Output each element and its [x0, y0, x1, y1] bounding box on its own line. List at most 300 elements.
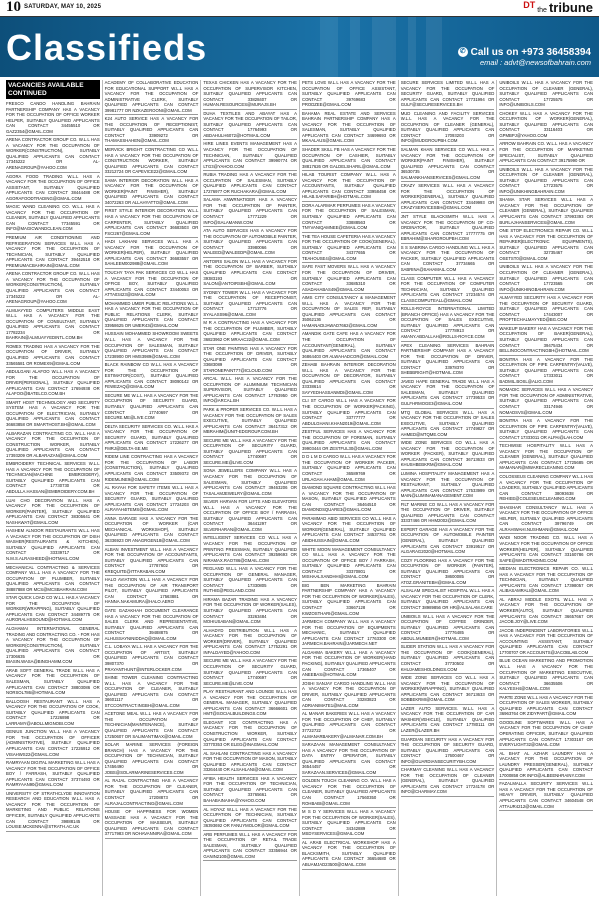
- classified-ad: AL BHAT AL AZHAR LAUNDRY HAS A VACANCY FOR THE OCCUPATION OF LAUNDRY PRESSER(GENERAL), SUITABLY QUALIFIED APPLICANTS CAN CONTACT 17000858 OR INFO@ALBEENHRAINY.COM: [499, 750, 594, 778]
- classified-ad: RUBIA TRADING HAS A VACANCY FOR THE OCCUPATION OF SALESMAN, SUITABLY QUALIFIED APPLICANTS CAN CONTACT 17276977 OR RUCHAKARA@GMAIL.COM: [203, 172, 298, 194]
- classified-ad: BAHAMA REAL ESTATE AND SERVICES BAHRAIN PARTNERSHIP COMPANY HAS A VACANCY FOR THE OCCUPATION OF SALESMAN, SUITABLY QUALIFIED APPLICANTS CAN CONTACT 34699693 OR MKAALAUS@GMAIL.COM: [302, 110, 396, 144]
- classified-ad: BONITRA HAS A VACANCY FOR THE OCCUPATION OF PIPE CARPENTRY(VALVE), SUITABLY QUALIFIED APPLICANTS CAN CONTACT 17333011 OR BADMIL.BOSL@ALIG.COM: [499, 356, 594, 384]
- classified-ad: BLUE OCEAN MARKETING AND PROMOTION W.L.L HAS A VACANCY FOR THE OCCUPATION OF MARKETING EXECUTIVE, SUITABLY QUALIFIED APPLICANTS CAN CONTACT 36635506 OR KALYESH4@GMAIL.COM: [499, 658, 594, 692]
- classified-ad: HILAB TOURIST COMPANY W.L.L HAS A VACANCY FOR THE OCCUPATION OF ACCOUNTANTS, SUITABLY QUALIFIED APPLICANTS CAN CONTACT 33958458 OR HILAB.SAFARIBH@HOTMAIL.COM: [302, 172, 396, 200]
- ad-divider: [499, 595, 593, 596]
- ad-divider: [302, 170, 396, 171]
- banner-phone: Call us on +973 36458394: [470, 47, 591, 58]
- ad-divider: [203, 109, 297, 110]
- ad-divider: [105, 709, 199, 710]
- classified-ad: ANNA GARAGE HAS A VACANCY FOR THE OCCUPATION OF WORKER (CAR MECHANICAL WORKSHOP), SUITABLY QUALIFIED APPLICANTS CAN CONTACT 36336923 OR ANAGRGEN18@GMAIL.COM: [104, 515, 199, 544]
- ad-divider: [401, 377, 495, 378]
- classified-ad: GATE GAZAKHAH DOCUMENT CLEARANCE HAS A VACANCY FOR THE OCCUPATION OF SALES CLERK AND REPRESENTATIVE, SUITABLY QUALIFIED APPLICANTS CAN CONTACT 39488875 OR ALHUSSAYNINIDDAQ@GMAIL.COM: [104, 608, 199, 641]
- ad-divider: [401, 109, 495, 110]
- ad-divider: [401, 469, 495, 470]
- ad-divider: [401, 642, 495, 643]
- column-3: [201, 80, 300, 896]
- classified-ad: WIDE ZONE SERVICES CO W.L.L HAS A VACANCY FOR THE OCCUPATION OF WORKER (PACKER), SUITABLY QUALIFIED APPLICANTS CAN CONTACT 36713633 OR KHUSHBEBKRM@GMAIL.COM: [400, 440, 495, 468]
- classified-ad: HUSSAIN MOHAMMED SHOWROOM SWEETS W.L.L HAS A VACANCY FOR THE OCCUPATION OF SALESMAN, SUITABLY QUALIFIED APPLICANTS CAN CONTACT 17238900 OR HMS3989@GMAIL.COM: [104, 331, 199, 359]
- classified-ad: HOUSE OF HAPPINESS FOR WOMEN MASSAGE HAS A VACANCY FOR THE OCCUPATION OF MASSEUR, SUITABLY QUALIFIED APPLICANTS CAN CONTACT 37717983 OR NOHAVANNIRA@GMAIL.COM: [104, 809, 199, 837]
- classified-ad: APEX CLEANING SERVICES BAHRAIN PARTNERSHIP COMPANY HAS A VACANCY FOR THE OCCUPATION OF DRIVER, SUITABLY QUALIFIED APPLICANTS CAN CONTACT 33978370 OR SHEBBRIGHT@HOTMAIL.COM: [400, 342, 495, 376]
- classified-ad: ALGHAMAI INTERNATIONAL GENERAL TRADING AND CONTRACTING CO. - FOR HAS A VACANCY FOR THE OCCUPATION OF WORKER(CONSTRUCTION), SUITABLY QUALIFIED APPLICANTS CAN CONTACT 17306635 OR BIASIN.WASA@BINGHAMM.COM: [6, 626, 100, 665]
- ad-divider: [105, 514, 199, 515]
- classified-ad: ARENA CONTRACTOR GROUP CO. W.L.L HAS A VACANCY FOR THE OCCUPATION OF WORKER(CONSTRUCTION), SUITABLY QUALIFIED APPLICANTS CAN CONTACT 17345222 OR AL-ARENAGROUP@YAHOO.COM: [6, 137, 100, 171]
- logo-text: tribune: [548, 0, 593, 15]
- ad-divider: [499, 262, 593, 263]
- ad-divider: [203, 830, 297, 831]
- ad-divider: [203, 139, 297, 140]
- ad-divider: [6, 459, 100, 460]
- ad-divider: [6, 624, 100, 625]
- ad-divider: [203, 687, 297, 688]
- ad-divider: [6, 496, 100, 497]
- classified-ad: PLAY RESTAURANT AND LOUNGE W.L.L HAS A VACANCY FOR THE OCCUPATION OF GENERAL MANAGER, SUITABLY QUALIFIED APPLICANTS CAN CONTACT 36666601 OR HMT@SOCIALBUILDINGS.COM: [203, 689, 298, 717]
- classified-ad: ANTOIRS SALON W.L.L HAS A VACANCY FOR THE OCCUPATION OF BARBER, SUITABLY QUALIFIED APPLICANTS CAN CONTACT 39383193 OR SALON@ANTOIRSBH@GMAIL.COM: [203, 258, 298, 287]
- classified-ad: ARROW BAHRAIN CO. W.L.L HAS A VACANCY FOR THE OCCUPATION OF MARKETING SPECIALIST, SUITABLY QUALIFIED APPLICANTS CAN CONTACT 39175990 OR: [499, 141, 594, 164]
- column-2: [103, 80, 202, 896]
- ad-divider: [401, 341, 495, 342]
- ad-divider: [203, 257, 297, 258]
- ad-divider: [302, 679, 396, 680]
- ad-divider: [302, 617, 396, 618]
- ad-divider: [401, 735, 495, 736]
- ad-divider: [6, 727, 100, 728]
- ad-divider: [6, 398, 100, 399]
- classified-ad: SHAMA STAR SERVICES W.L.L HAS A VACANCY FOR THE OCCUPATION OF CLEANER (GENERAL), SUITABLY QUALIFIED APPLICANTS CAN CONTACT 37993393 OR BURLAJHANSERVICES@GMAIL.COM: [499, 197, 594, 225]
- ad-divider: [401, 500, 495, 501]
- classified-ad: EMBROIDERY TECHNICAL SERVICES W.L.L HAS A VACANCY FOR THE OCCUPATION OF TECHNICIAN(MACHINE EMBROIDERY), SUITABLY QUALIFIED APPLICANTS CAN CONTACT 17730730 OR ABDULLA.HASSAN@EMBROIDERY.COM.BH: [6, 461, 100, 494]
- ad-divider: [499, 656, 593, 657]
- classified-ad: ONE STOP ELECTRONICS REPAIR CO. W.L.L HAS A VACANCY FOR THE OCCUPATION OF REPAIRER(ELECTRONIC EQUIPMENTS), SUITABLY QUALIFIED APPLICANTS CAN CONTACT 32735467 OR OSETST0@GMAIL.COM: [499, 228, 594, 261]
- classified-ad: STAR QUICK LOAD CO W.L.L HAS A VACANCY FOR THE OCCUPATION OF WORKER(WRAPPING), SUITABLY QUALIFIED APPLICANTS CAN CONTACT 34489775 OR AURORALHSSOUND@HOTMAIL.COM: [6, 595, 100, 623]
- classified-ad: DUHA TEXTILES AND ABAYAT HAS A VACANCY FOR THE OCCUPATION OF TAILOR, SUITABLY QUALIFIED APPLICANTS CAN CONTACT 17764993 OR ABDAHULH6072@HOTMAIL.COM: [203, 110, 298, 138]
- classified-ad: ALSALAM SPECIALIST HOSPITAL W.L.L HAS A VACANCY FOR THE OCCUPATION OF CLERK, SUITABLY QUALIFIED APPLICANTS CAN CONTACT 38989856 OR HR@ALSALAM.CARE: [400, 588, 495, 611]
- banner-email: email : advt@newsofbahrain.com: [480, 58, 591, 67]
- ad-divider: [499, 472, 593, 473]
- ad-divider: [401, 765, 495, 766]
- classified-ad: SAFE FAST MOVERS W.L.L HAS A VACANCY FOR THE OCCUPATION OF DRIVER, SUITABLY QUALIFIED APPLICANTS CAN CONTACT 33685310 OR ASADAHABAS49@GMAIL.COM: [302, 264, 396, 292]
- classified-ad: GOLDEN TOUCH CLEANING CO. W.L.L HAS A VACANCY FOR THE OCCUPATION OF CLEANER, SUITABLY QUALIFIED APPLICANTS CAN CONTACT 17560350 OR ROHBABI@GMAIL.COM: [302, 778, 396, 806]
- ad-divider: [499, 355, 593, 356]
- ad-divider: [6, 172, 100, 173]
- ad-divider: [401, 586, 495, 587]
- ad-divider: [105, 360, 199, 361]
- classified-ad: MUD CLEANING AND FACILITY SERVICES W.L.L HAS A VACANCY FOR THE OCCUPATION OF CLEANER (GENERAL), SUITABLY QUALIFIED APPLICANTS CAN CONTACT 17093203 OR INFO@MUDGROUPBH.COM: [400, 110, 495, 144]
- ad-divider: [203, 805, 297, 806]
- classified-ad: GUARDIAN SECURITY HAS A VACANCY FOR THE OCCUPATION OF SECURITY GUARD, SUITABLY QUALIFIED APPLICANTS CAN CONTACT 17600467 OR INFO@GUARDIANSECURITYBH.COM: [400, 736, 495, 764]
- ad-divider: [6, 202, 100, 203]
- ad-divider: [401, 796, 495, 797]
- classified-ad: PREMIUM AIR CONDITIONING AND REFRIGERATION SERVICES W.L.L HAS A VACANCY FOR THE OCCUPATION OF TECHNICIAN, SUITABLY QUALIFIED APPLICANTS CAN CONTACT 39442518 OR PREMIUMACBAHRAIN@GMAIL.COM: [6, 235, 100, 268]
- classified-ad: AGORA FOOD TRADING W.L.L HAS A VACANCY FOR THE OCCUPATION OF OFFICE ASSISTANT, SUITABLY QUALIFIED APPLICANTS CAN CONTACT 38444488 OR AGORAFOODTRADING@GMAIL.COM: [6, 173, 100, 201]
- classified-ad: AL HOYAZ W.L.L HAS A VACANCY FOR THE OCCUPATION OF TECHNICIAN, SUITABLY QUALIFIED APPLICANTS CAN CONTACT 36393692 OR FANUYMOLOR@GMAIL.COM: [203, 806, 298, 829]
- ad-divider: [6, 697, 100, 698]
- classified-ad: SOLAR MARINE SERVICES (FOREIGN BRANCH) HAS A VACANCY FOR THE OCCUPATION OF TECHNICIAN, SUITABLY QUALIFIED APPLICANTS CAN CONTACT 17456490 OR JOBS@SOLARMARINESERVICES.COM: [104, 742, 199, 775]
- ad-divider: [401, 304, 495, 305]
- classified-ad: ARENA CONTRACTOR GROUP CO. W.L.L HAS A VACANCY FOR THE OCCUPATION OF WORKER(CONSTRUCTION), SUITABLY QUALIFIED APPLICANTS CAN CONTACT 17345222 OR AL-ARENAGROUP@YAHOO.COM: [6, 271, 100, 305]
- classified-ad: SECURE SERVICES LIMITED W.L.L HAS A VACANCY FOR THE OCCUPATION OF SECURITY GUARD, SUITABLY QUALIFIED APPLICANTS CAN CONTACT 17731994 OR GULF@SECURESERVICES.BH: [400, 80, 495, 108]
- classified-ad: PARK & PROPER SERVICES CO. W.L.L HAS A VACANCY FOR THE OCCUPATION OF SALES EXECUTIVE, SUITABLY QUALIFIED APPLICANTS CAN CONTACT 36417312 OR MBRAHIM@UNIT-EDGROUP.COM.BH: [203, 406, 298, 435]
- logo-mark: DT: [523, 0, 536, 10]
- ad-divider: [105, 807, 199, 808]
- classified-ad: ALBAN INVESTMENT W.L.L HAS A VACANCY FOR THE OCCUPATION OF ACCOUNTANTS, SUITABLY QUALIFIED APPLICANTS CAN CONTACT 17787602 OR KREQUITE@ITTARABAN.COM: [104, 546, 199, 574]
- ad-divider: [302, 483, 396, 484]
- ad-divider: [499, 195, 593, 196]
- classified-ad: ALMUAYYED COMPUTERS MIDDLE EAST W.L.L HAS A VACANCY FOR THE OCCUPATION OF CONSULTANT, SUITABLY QUALIFIED APPLICANTS CAN CONTACT 17782234 OR BAHRAIN@ALMUAYYEDINTL.COM.BH: [6, 307, 100, 341]
- classified-ad: SHINE TOWER CLEANING CONTRACTING W.L.L HAS A VACANCY FOR THE OCCUPATION OF CLEANER, SUITABLY QUALIFIED APPLICANTS CAN CONTACT 36601117 OR STCCONTRACT.INGBH@GMAIL.COM: [104, 675, 199, 708]
- ad-divider: [6, 429, 100, 430]
- ad-divider: [6, 563, 100, 564]
- classified-ad: COZY FLOORING HAS A VACANCY FOR THE OCCUPATION OF WORKER (PAINTER), SUITABLY QUALIFIED APPLICANTS CAN CONTACT 38600085 OR ATOZ.GRANITEBH@GMAIL.COM: [400, 557, 495, 585]
- classified-ad: HALO AVIATION W.L.L HAS A VACANCY FOR THE OCCUPATION OF AIR TRANSPORT PILOT, SUITABLY QUALIFIED APPLICANTS CAN CONTACT 17563881 OR HANNA.NAKAMURA@HALO.AERO: [104, 577, 199, 605]
- ad-divider: [401, 438, 495, 439]
- ad-divider: [6, 666, 100, 667]
- column-5: [399, 80, 498, 896]
- classified-ad: SILVER HARVAN FOR LIFTS AND ELEVATORS W.L.L HAS A VACANCY FOR THE OCCUPATION OF OFFICE BOY / FARRASH, SUITABLY QUALIFIED APPLICANTS CAN CONTACT 36441297 OR SILVERHARAN@GMAIL.COM: [203, 499, 298, 532]
- ad-divider: [499, 441, 593, 442]
- ad-divider: [6, 269, 100, 270]
- classified-ad: AL MANAR BAKERIES W.L.L HAS A VACANCY FOR THE OCCUPATION OF CHEF, SUITABLY QUALIFIED APPLICANTS CAN CONTACT 37722722 OR ALMANARBAKERY@ALMANAR.COM.BH: [302, 711, 396, 739]
- classified-ad: TEXAS CHICKEN HAS A VACANCY FOR THE OCCUPATION OF SUPERVISOR KITCHEN, SUITABLY QUALIFIED APPLICANTS CAN CONTACT 33828407 OR HUMAN.RESOURCES@MURAJS.BH: [203, 80, 298, 108]
- ad-divider: [302, 709, 396, 710]
- classified-ad: JACOB INDEPENDENT LABORATORIES W.L.L HAS A VACANCY FOR THE OCCUPATION OF ACCOUNTING ASSISTANT, SUITABLY QUALIFIED APPLICANTS CAN CONTACT 17700707 OR ACCOUNTS@JACOBLAB.COM: [499, 627, 594, 655]
- classified-ad: FAZALMALLA SECURITY SERVICES W.L.L HAS A VACANCY FOR THE OCCUPATION OF HEAVY DRIVER, SUITABLY QUALIFIED APPLICANTS CAN CONTACT 34604548 OR ATTAUR4212@GMAIL.COM: [499, 781, 594, 809]
- ad-divider: [302, 262, 396, 263]
- classified-ad: FIRST STYLE INTERIOR DECORATION W.L.L HAS A VACANCY FOR THE OCCUPATION OF CARPENTER, SUITABLY QUALIFIED APPLICANTS CAN CONTACT 36683503 OR FSCI267@GMAIL.COM: [104, 208, 199, 236]
- classified-ad: UNIBOILS W.L.L HAS A VACANCY FOR THE OCCUPATION OF CLEANER (GENERAL), SUITABLY QUALIFIED APPLICANTS CAN CONTACT 17723575 OR INFO@UNIKHINGBAHRAIN.COM: [499, 166, 594, 194]
- ad-divider: [203, 626, 297, 627]
- classified-ad: ATA AUTO SERVICES HAS A VACANCY FOR THE OCCUPATION OF AUTOMOBILE PAINTER, SUITABLY QUALIFIED APPLICANTS CAN CONTACT 33980066 OR WALEED@WALEEDP@GMAIL.COM: [203, 228, 298, 256]
- ad-divider: [499, 139, 593, 140]
- classified-ad: MEDIAN ELECTRONICS REPAIR CO. W.L.L HAS A VACANCY FOR THE OCCUPATION OF TECHNICIAN, SUITABLY QUALIFIED APPLICANTS CAN CONTACT 17398057 OR ALIBASAMRALI@GMAIL.COM: [499, 566, 594, 594]
- classified-ad: C.L. LOBAYA W.L.L HAS A VACANCY FOR THE OCCUPATION OF ARTIST, SUITABLY QUALIFIED APPLICANTS CAN CONTACT 39807370 OR PRAYANTHUNT@INTERLOCKER.COM: [104, 644, 199, 672]
- ad-divider: [499, 693, 593, 694]
- ad-divider: [499, 626, 593, 627]
- classified-ad: LUMINA HOSPITALITY MANAGEMENT HAS A VACANCY FOR THE OCCUPATION OF RESTAURANT, SUITABLY QUALIFIED APPLICANTS CAN CONTACT 17533999 OR MAIN@LUMINAMANAGEMENT.COM: [400, 471, 495, 499]
- ad-divider: [302, 545, 396, 546]
- newspaper-logo: [523, 0, 593, 15]
- classified-ad: SECURE ME W.L.L HAS A VACANCY FOR THE OCCUPATION OF SECURITY GUARD, SUITABLY QUALIFIED APPLICANTS CAN CONTACT 17740697 OR SECURE.ME@LIVE.COM: [203, 437, 298, 465]
- section-heading: VACANCIES AVAILABLE CONTINUED: [6, 80, 100, 99]
- classified-ad: LAZER AUTO SERVICES. W.L.L HAS A VACANCY FOR THE OCCUPATION OF CAR WASHER(VEHICLE), SUITABLY QUALIFIED APPLICANTS CAN CONTACT 17780111 OR LAZER@LAZER.BH: [400, 705, 495, 733]
- ad-divider: [105, 483, 199, 484]
- ad-divider: [105, 268, 199, 269]
- ad-divider: [302, 396, 396, 397]
- classified-ad: NOMADIC SERVICES W.L.L HAS A VACANCY FOR THE OCCUPATION OF ADMINISTRATIVE, SUITABLY QUALIFIED APPLICANTS CAN CONTACT 33174946 OR NOMADSVS@GMAIL.COM: [499, 387, 594, 415]
- classified-ad: ARCAL W.L.L HAS A VACANCY FOR THE OCCUPATION OF ALUMINIUM TECHNICIAN SUPERVISOR, SUITABLY QUALIFIED APPLICANTS CAN CONTACT 17763950 OR INFO@ARCAL.BH: [203, 376, 298, 404]
- classified-ad: BLACK RAINBOW CO W.L.L HAS A VACANCY FOR THE OCCUPATION OF ESTIMATOR(COST), SUITABLY QUALIFIED APPLICANTS CAN CONTACT 38090142 OR FEWEZAQ@GMAIL.COM: [104, 362, 199, 390]
- ad-divider: [203, 749, 297, 750]
- classified-ad: INTELLIGENT SERVICES CO W.L.L HAS A VACANCY FOR THE OCCUPATION OF PRINTING PRESSMAN, SUITABLY QUALIFIED APPLICANTS CAN CONTACT 39259693 OR NIRAMAX.RAO786@GMAIL.COM: [203, 535, 298, 563]
- classified-ad: GENIUS JUNCTION W.L.L HAS A VACANCY FOR THE OCCUPATION OF OFFICER (ADMINISTRATIVE), SUITABLY QUALIFIED APPLICANTS CAN CONTACT 17226912 OR VISAHWS22@GMAIL.COM: [6, 729, 100, 757]
- classified-ad: DELTA SECURITY SERVICES CO. W.L.L HAS A VACANCY FOR THE OCCUPATION OF SECURITY GUARD, SUITABLY QUALIFIED APPLICANTS CAN CONTACT 17226277 OR FMRJ@DELTA-SE.ME: [104, 423, 199, 451]
- ad-divider: [302, 838, 396, 839]
- classified-ad: DIAMOND SQUARE CONTRACTING W.L.L HAS A VACANCY FOR THE OCCUPATION OF MASON, SUITABLY QUALIFIED APPLICANTS CAN CONTACT 36464510 OR DIAMONDSQUARE3@GMAIL.COM: [302, 485, 396, 513]
- classified-ad: HADI LAKHANI SERVICES W.L.L HAS A VACANCY FOR THE OCCUPATION OF WORKER(HELPER), SUITABLY QUALIFIED APPLICANTS CAN CONTACT 36683557 OR SAHLEEM002988@GMAIL.COM: [104, 239, 199, 267]
- classified-ad: ALGAHMA BAKERY W.L.L HAS A VACANCY FOR THE OCCUPATION OF WORKER(HAND PACKING), SUITABLY QUALIFIED APPLICANTS CAN CONTACT 17365407 OR ANEEBAS@HOTMAIL.COM: [302, 649, 396, 678]
- ad-divider: [302, 740, 396, 741]
- ad-divider: [105, 237, 199, 238]
- ad-divider: [6, 306, 100, 307]
- ad-divider: [302, 427, 396, 428]
- ad-divider: [302, 293, 396, 294]
- classified-ad: ACADEMY OF COLLABORATIVE EDUCATION FOR EDUCATIONAL SUPPORT W.L.L HAS A VACANCY FOR THE OCCUPATION OF ADMINISTRATIVE CLERK, SUITABLY QUALIFIED APPLICANTS CAN CONTACT 39981777 OR NZKAZEROONI@GMAIL.COM: [104, 80, 199, 113]
- ad-divider: [6, 367, 100, 368]
- ad-divider: [499, 503, 593, 504]
- classified-ad: ALMAYYED SECURITY HAS A VACANCY FOR THE OCCUPATION OF SECURITY GUARD, SUITABLY QUALIFIED APPLICANTS CAN CONTACT 17443007 OR PROFTECHALMAYYED@BG.COM: [499, 295, 594, 323]
- ad-divider: [203, 195, 297, 196]
- classified-ad: ZEHABI BAHRAIN INTERIOR DECORATION W.L.L HAS A VACANCY FOR THE OCCUPATION OF DECORATOR, SUITABLY QUALIFIED APPLICANTS CAN CONTACT 33338614 OR SAYYEDHASSANMDI@GMAIL.COM: [302, 362, 396, 395]
- page-number: 10: [6, 0, 21, 15]
- ad-divider: [105, 114, 199, 115]
- ad-divider: [401, 612, 495, 613]
- ad-divider: [401, 556, 495, 557]
- ad-divider: [499, 718, 593, 719]
- ad-divider: [105, 299, 199, 300]
- classified-ad: AL ABRAJ MIDDLE EXOTIL W.L.L HAS A VACANCY FOR THE OCCUPATION OF WORKER(AUTO), SUITABLY QUALIFIED APPLICANTS CAN CONTACT 36657667 OR JACOB.JOY@LIVE.COM: [499, 596, 594, 625]
- classified-ad: SYDNEY TOWER W.L.L HAS A VACANCY FOR THE OCCUPATION OF RECEPTIONIST, SUITABLY QUALIFIED APPLICANTS CAN CONTACT 17713776 OR SYALASS96@GMAIL.COM: [203, 289, 298, 317]
- ad-divider: [401, 181, 495, 182]
- classified-ad: CRAZY SERVICES W.L.L HAS A VACANCY FOR THE OCCUPATION OF WORKER(GENERAL), SUITABLY QUALIFIED APPLICANTS CAN CONTACT 33449993 OR CRAZYSERVICESBH@GMAIL.COM: [400, 183, 495, 211]
- classified-ad: S S SABRINA CARGO HANDLING W.L.L HAS A VACANCY FOR THE OCCUPATION OF PACKER, SUITABLY QUALIFIED APPLICANTS CAN CONTACT 37734665 OR SABRINA@SAHAMAIL.COM: [400, 244, 495, 272]
- classified-ad: UNIBOILS W.L.L HAS A VACANCY FOR THE OCCUPATION OF CLEANER (GENERAL), SUITABLY QUALIFIED APPLICANTS CAN CONTACT 17723565 OR INFO@UNIKHINGBAHRAIN.COM: [499, 264, 594, 292]
- ad-divider: [105, 642, 199, 643]
- classified-ad: WAKEUP BAKERY HAS A VACANCY FOR THE OCCUPATION OF BAKER(GENERAL), SUITABLY QUALIFIED APPLICANTS CAN CONTACT 39475434 OR BELLINOCONTRACTINGBH@HOTMAIL.COM: [499, 325, 594, 354]
- banner-contact: [458, 47, 591, 67]
- classified-ad: PARTE ZONE W.L.L HAS A VACANCY FOR THE OCCUPATION OF SALES WORKER, SUITABLY QUALIFIED APPLICANTS CAN CONTACT 36963764 OR ZIDYPART@GMAIL.COM: [499, 694, 594, 717]
- ad-divider: [105, 606, 199, 607]
- classified-ad: SECURE ME W.L.L HAS A VACANCY FOR THE OCCUPATION OF SECURITY GUARD, SUITABLY QUALIFIED APPLICANTS CAN CONTACT 17740697 OR SECURE.ME@LIVE.COM: [104, 392, 199, 421]
- ad-divider: [302, 329, 396, 330]
- banner-decoration: [320, 17, 450, 77]
- ad-divider: [302, 807, 396, 808]
- ad-divider: [499, 810, 593, 811]
- ad-divider: [203, 533, 297, 534]
- ad-divider: [203, 288, 297, 289]
- classified-ad: UNIBOILS W.L.L HAS A VACANCY FOR THE OCCUPATION OF CLEANER (GENERAL), SUITABLY QUALIFIED APPLICANTS CAN CONTACT 17725575 OR INFO@UNIBOILS.COM: [499, 80, 594, 108]
- classified-ad: STAR ONE PAINTING HAS A VACANCY FOR THE OCCUPATION OF DRIVER, SUITABLY QUALIFIED APPLICANTS CAN CONTACT 33683089 OR STARONEPAINT77@ICLOUD.COM: [203, 345, 298, 373]
- ad-divider: [302, 581, 396, 582]
- ad-divider: [203, 226, 297, 227]
- classified-ad: SARAZAAN MANAGEMENT CONSULTANCY HAS A VACANCY FOR THE OCCUPATION OF DATA ENTRY OPERATOR, SUITABLY QUALIFIED APPLICANTS CAN CONTACT 36544457 OR SARAZAAN.SERVICES@GMAIL.COM: [302, 742, 396, 775]
- classified-ad: PETS LOVE W.L.L HAS A VACANCY FOR THE OCCUPATION OF OFFICE ASSISTANT, SUITABLY QUALIFIED APPLICANTS CAN CONTACT 39769683 OR PRODZEE@GMAIL.COM: [302, 80, 396, 108]
- ad-divider: [105, 329, 199, 330]
- classified-ad: SALAMA ANWRNATIGER HAS A VACANCY FOR THE OCCUPATION OF PAINTER, SUITABLY QUALIFIED APPLICANTS CAN CONTACT 17771229 OR INFO@SALAMANW.COM: [203, 197, 298, 225]
- classified-ad: SECURE ME W.L.L HAS A VACANCY FOR THE OCCUPATION OF SECURITY GUARD, SUITABLY QUALIFIED APPLICANTS CAN CONTACT 17740697 OR SECURE.ME@LIVE.COM: [203, 658, 298, 686]
- ad-divider: [401, 408, 495, 409]
- ad-divider: [302, 648, 396, 649]
- column-6: [497, 80, 595, 896]
- ad-divider: [401, 704, 495, 705]
- classified-ad: EXPERT GARAGE HAS A VACANCY FOR THE OCCUPATION OF AUTOMOBILE PAINTER (GENERAL), SUITABLY QUALIFIED APPLICANTS CAN CONTACT 33919517 OR ALGARAG2020@HOTMAIL.COM: [400, 526, 495, 555]
- classified-ad: ALHADYD DISTRIBUTION W.L.L HAS A VACANCY FOR THE OCCUPATION OF WORKER(DRIVER), SUITABLY QUALIFIED APPLICANTS CAN CONTACT 17752291 OR INFALDAYED@YAHOO.COM: [203, 627, 298, 655]
- classifieds-banner: [0, 17, 599, 77]
- classified-ad: MERVICK BRIGHT CONTRACTING CO W.L.L HAS A VACANCY FOR THE OCCUPATION OF CONSTRUCTION WORKER, SUITABLY QUALIFIED APPLICANTS CAN CONTACT 33212724 OR CAPEVICE22@GMAIL.COM: [104, 147, 199, 175]
- classified-ad: WHITE MOON MANAGEMENT CONSULTANCY CO W.L.L HAS A VACANCY FOR THE OCCUPATION OF OFFICE BOY / FARRASH, SUITABLY QUALIFIED APPLICANTS CAN CONTACT 33370801 OR MISHAALXANDHHI@GMAIL.COM: [302, 546, 396, 580]
- classified-ad: AL RAJAL CONTRACTING HAS A VACANCY FOR THE OCCUPATION OF CLEANER, SUITABLY QUALIFIED APPLICANTS CAN CONTACT 17208873 OR ALRAJALCONTRACTING@GMAIL.COM: [104, 778, 199, 806]
- ad-divider: [302, 869, 396, 870]
- ad-divider: [203, 466, 297, 467]
- classified-ad: CHOKEY W.L.L HAS A VACANCY FOR THE OCCUPATION OF WORKER(GENERAL), SUITABLY QUALIFIED APPLICANTS CAN CONTACT 33116403 OR GPMBPJ@YAHOO.COM: [499, 110, 594, 138]
- ad-divider: [499, 564, 593, 565]
- classified-ad: SMART HOST TECHNOLOGY AND SECURITY SYSTEM HAS A VACANCY FOR THE OCCUPATION OF ELECTRICIAN, SUITABLY QUALIFIED APPLICANTS CAN CONTACT 36683858 OR SMARTHOST.BH@GMAIL.COM: [6, 399, 100, 427]
- classified-ad: JOSHI SANJAY CARGO HANDLING W.L.L HAS A VACANCY FOR THE OCCUPATION OF DRIVER, SUITABLY QUALIFIED APPLICANTS CAN CONTACT 33283823 OR ADRIANIMATE1@MAIL.COM: [302, 680, 396, 708]
- ad-divider: [105, 391, 199, 392]
- ad-divider: [6, 135, 100, 136]
- classified-ad: ARAB SOFT GENERAL TRADE W.L.L HAS A VACANCY FOR THE OCCUPATION OF SALESMAN, SUITABLY QUALIFIED APPLICANTS CAN CONTACT 38803086 OR NORSOL786@HOTMAIL.COM: [6, 667, 100, 696]
- ad-divider: [105, 545, 199, 546]
- classified-ad: M R A CONTRACTING HAS A VACANCY FOR THE OCCUPATION OF PLUMBER, SUITABLY QUALIFIED APPLICANTS CAN CONTACT 36823962 OR MRAAC22@GMAIL.COM: [203, 320, 298, 342]
- classified-ad: BALLOOSH RESTAURANT W.L.L HAS A VACANCY FOR THE OCCUPATION OF COOK, SUITABLY QUALIFIED APPLICANTS CAN CONTACT 17226898 OR LARRAMY@ABOLLMIGNOBI.COM: [6, 698, 100, 726]
- classified-ad: WADI NOOR TRADING CO. W.L.L HAS A VACANCY FOR THE OCCUPATION OF OFFICE WORKER(HELPER), SUITABLY QUALIFIED APPLICANTS CAN CONTACT 33160786 OR SAIFE@WADITRADING.COM: [499, 535, 594, 563]
- ad-divider: [105, 776, 199, 777]
- ad-divider: [401, 673, 495, 674]
- classified-ad: D D L M D CARGO W.L.L HAS A VACANCY FOR THE OCCUPATION OF WORKER PACKER, SUITABLY QUALIFIED APPLICANTS CAN CONTACT 36589769 OR URLAGAH.AHAM@GMAIL.COM: [302, 454, 396, 482]
- ad-divider: [203, 774, 297, 775]
- classified-ad: THE TEA HOUSE CAFETERIA HAS A VACANCY FOR THE OCCUPATION OF COOK(GENERAL), SUITABLY QUALIFIED APPLICANTS CAN CONTACT 34377655 OR TEAHOUSE4@GMAIL.COM: [302, 233, 396, 261]
- ad-divider: [203, 718, 297, 719]
- ad-divider: [203, 405, 297, 406]
- ad-divider: [499, 165, 593, 166]
- classified-ad: MTQ GLOBAL SERVICES W.L.L HAS A VACANCY FOR THE OCCUPATION OF SALES EXECUTIVE, SUITABLY QUALIFIED APPLICANTS CAN CONTACT 17749827 OR AHMED@MTQME.COM: [400, 409, 495, 437]
- classified-ad: JNT STYLE BLACKSMITH W.L.L HAS A VACANCY FOR THE OCCUPATION OF CO-ORDINATOR, SUITABLY QUALIFIED APPLICANTS CAN CONTACT 17777775 OR EBRAHIM@SHARGROUPBH.COM: [400, 214, 495, 242]
- ad-divider: [302, 776, 396, 777]
- ad-divider: [499, 324, 593, 325]
- classified-ad: TOUCHY TAYA PAK SERVICES CO W.L.L HAS A VACANCY FOR THE OCCUPATION OF OFFICE BOY, SUITABLY QUALIFIED APPLICANTS CAN CONTACT 33440053 OR ATTA03423@GMAIL.COM: [104, 269, 199, 298]
- ad-divider: [401, 274, 495, 275]
- classified-ad: SALMAN KHAN SERVICES CO W.L.L HAS A VACANCY FOR THE OCCUPATION OF WORKER(PAINT FINISHER), SUITABLY QUALIFIED APPLICANTS CAN CONTACT 36530735 OR SALMANKHANSERVICES@GMAIL.COM: [400, 147, 495, 180]
- classified-ad: ROLLS-ROYCE INTERNATIONAL LIMITED (BRANCH OFFICE) HAS A VACANCY FOR THE OCCUPATION OF SALES EXECUTIVE, SUITABLY QUALIFIED APPLICANTS CAN CONTACT 17778913 OR AMANY.ABDALLAH@ROLLS-ROYCE.COM: [400, 306, 495, 339]
- ad-divider: [401, 525, 495, 526]
- ad-divider: [499, 779, 593, 780]
- ad-divider: [499, 749, 593, 750]
- classified-ad: AMANDIK GATE CAFE HAS A VACANCY FOR THE OCCUPATION OF ACCOUNTANT(GENERAL), SUITABLY QUALIFIED APPLICANTS CAN CONTACT 36864403 OR ALWAHADCOR@GMAIL.COM: [302, 331, 396, 359]
- classified-ad: LUAI CHO DECORATION W.L.L HAS A VACANCY FOR THE OCCUPATION OF WORKER(PAINTER), SUITABLY QUALIFIED APPLICANTS CAN CONTACT 38305641 OR NASHAWAT@GMAIL.COM: [6, 497, 100, 525]
- classified-ad: ACETONE MEAL W.L.L HAS A VACANCY FOR THE OCCUPATION OF TECHNICIAN(MAINTENANCE), SUITABLY QUALIFIED APPLICANTS CAN CONTACT 17250607 OR SALIMANTIMAX@GMAIL.COM: [104, 711, 199, 739]
- classified-ad: JAVED HAPE GENERAL TRADE W.L.L HAS A VACANCY FOR THE OCCUPATION OF SALESMAN, SUITABLY QUALIFIED APPLICANTS CAN CONTACT 17739533 OR GULFHRMOGE3@GMAIL.COM: [400, 378, 495, 406]
- ad-divider: [203, 318, 297, 319]
- ad-divider: [203, 374, 297, 375]
- logo-prefix: the: [537, 7, 547, 14]
- classified-ad: SHAISHAR CONSULTANCY W.L.L HAS A VACANCY FOR THE OCCUPATION OF OFFICE HELPER, SUITABLY QUALIFIED APPLICANTS CAN CONTACT 39796749 OR ALRAHIWAHI.NUSHMANI@GMAIL.COM: [499, 504, 594, 532]
- classified-ad: SAMA INTERIOR DECORATION W.L.L HAS A VACANCY FOR THE OCCUPATION OF WORKER(PAINT FINISHER), SUITABLY QUALIFIED APPLICANTS CAN CONTACT 34072263 OR ALLAHYATTO@GMAIL.COM: [104, 177, 199, 205]
- ad-divider: [105, 206, 199, 207]
- column-1: [4, 80, 103, 896]
- classified-ad: BONITRA HAS A VACANCY FOR THE OCCUPATION OF PIPE CARPENTRY(VALVE), SUITABLY QUALIFIED APPLICANTS CAN CONTACT 17333011 OR ALPAI@LAH.COM: [499, 418, 594, 440]
- column-4: [300, 80, 399, 896]
- ad-divider: [203, 860, 297, 861]
- classified-ad: HASHEM ALNOOR RESTAURANTS W.L.L HAS A VACANCY FOR THE OCCUPATION OF DISH WASHER(RESTAURANTS & KITCHEN), SUITABLY QUALIFIED APPLICANTS CAN CONTACT 33339717 OR N.M.S.ALRASHEED@HOTMAIL.COM: [6, 528, 100, 562]
- ad-divider: [401, 212, 495, 213]
- classified-ad: SONA JEWELLERS COMPANY W.L.L HAS A VACANCY FOR THE OCCUPATION OF SALESMAN, SUITABLY QUALIFIED APPLICANTS CAN CONTACT 39463206 OR TASALAMJEWELRY@GMAIL.COM: [203, 468, 298, 496]
- classified-ad: AL RAYAH FOR SAFETY ITEMS W.L.L HAS A VACANCY FOR THE OCCUPATION OF SECURITY GUARD, SUITABLY QUALIFIED APPLICANTS CAN CONTACT 17724203 OR ALRAYAH4ITEMS@GMAIL.COM: [104, 485, 199, 513]
- ad-divider: [105, 422, 199, 423]
- ad-divider: [499, 416, 593, 417]
- classified-ad: COLOSSEUS CLEANING COMPANY W.L.L HAS A VACANCY FOR THE OCCUPATION OF LOADERS, SUITABLY QUALIFIED APPLICANTS CAN CONTACT 38093638 OR REHIEE@COLESEUSCLEANING.COM: [499, 474, 594, 502]
- classified-ad: GOODLINE SOFTWARES W.L.L HAS A VACANCY FOR THE OCCUPATION OF CHIEF OPERATING OFFICER, SUITABLY QUALIFIED APPLICANTS CAN CONTACT 17303167 OR EVERYLIGHT32@GMAIL.COM: [499, 719, 594, 748]
- ad-divider: [105, 838, 199, 839]
- ad-divider: [499, 533, 593, 534]
- classified-ad: TECHWISE HOSPITALITY W.L.L HAS A VACANCY FOR THE OCCUPATION OF CLEANER (GENERAL), SUITABLY QUALIFIED APPLICANTS CAN CONTACT 17725685 OR MAMANAR@MWARECLEANING.COM: [499, 443, 594, 471]
- classified-ad: ARB PERFUMES W.L.L HAS A VACANCY FOR THE OCCUPATION OF RETAIL TRADE SALESMAN, SUITABLY QUALIFIED APPLICANTS CAN CONTACT 33356944 OR GANIN2100@GMAIL.COM: [203, 831, 298, 859]
- classified-ad: AIMS CITY CONSULTANCY & MANAGEMENT W.L.L HAS A VACANCY FOR THE OCCUPATION OF SALES REP, SUITABLY QUALIFIED APPLICANTS CAN CONTACT 35062136 OR HAMANADIJAWAD7662@GMAIL.COM: [302, 295, 396, 328]
- classified-ad: DORA ALARMAR PERFUMES HAS A VACANCY FOR THE OCCUPATION OF SALESMAN, SUITABLY QUALIFIED APPLICANTS CAN CONTACT 33888563 OR TNYVANIQAMNEE@GMAIL.COM: [302, 202, 396, 231]
- page-header: [0, 0, 599, 17]
- ad-divider: [6, 233, 100, 234]
- ad-divider: [105, 673, 199, 674]
- classified-ad: CLI ST CARGO W.L.L HAS A VACANCY FOR THE OCCUPATION OF WORKER(PACKING), SUITABLY QUALIFIED APPLICANTS CAN CONTACT 33777777 OR ABDULGHANI.KHAN2019@GMAIL.COM: [302, 398, 396, 426]
- ad-divider: [499, 109, 593, 110]
- ad-divider: [6, 831, 100, 832]
- ad-divider: [302, 109, 396, 110]
- ad-divider: [302, 201, 396, 202]
- classified-ad: UNIBOILS W.L.L HAS A VACANCY FOR THE OCCUPATION OF COFFEE GRINDER, SUITABLY QUALIFIED APPLICANTS CAN CONTACT 17776485 OR ABDUL.MUNEER@HOTMAIL.COM: [400, 613, 495, 641]
- classified-ad: ALBARAZAN CONTRACTING CO. W.L.L HAS A VACANCY FOR THE OCCUPATION OF CONSTRUCTION WORKER, SUITABLY QUALIFIED APPLICANTS CAN CONTACT 17393209 OR ALBARAZAN@GMAIL.COM: [6, 430, 100, 458]
- ad-divider: [302, 145, 396, 146]
- classified-ad: FILT MARINE CO W.L.L HAS A VACANCY FOR THE OCCUPATION OF DRIVER, SUITABLY QUALIFIED APPLICANTS CAN CONTACT 33337466 OR HHM2002@GMAIL.COM: [400, 501, 495, 524]
- phone-icon: ✆: [458, 47, 468, 57]
- classified-ad: AFIBA HEALTH SERVICES HAS A VACANCY FOR THE OCCUPATION OF TECHNICIAN, SUITABLY QUALIFIED APPLICANTS CAN CONTACT 33765661 OR BAHABAINAIHA@YAHOO.COM: [203, 775, 298, 803]
- ad-divider: [105, 575, 199, 576]
- classified-ad: PEGLAND W.L.L HAS A VACANCY FOR THE OCCUPATION OF GENERAL MANAGER, SUITABLY QUALIFIED APPLICANTS CAN CONTACT 17330805 OR RUTHIE@PEGLAND.COM: [203, 566, 298, 594]
- classified-ad: AL SAHLANI CONTRACTING HAS A VACANCY FOR THE OCCUPATION OF MASON, SUITABLY QUALIFIED APPLICANTS CAN CONTACT 33264440 OR ALSAHLANI@GMAIL.COM: [203, 750, 298, 773]
- ad-divider: [105, 145, 199, 146]
- classifieds-columns: [4, 80, 595, 896]
- classified-ad: PARAMMAD ABID SERVICES CO W.L.L HAS A VACANCY FOR THE OCCUPATION OF WORKER(GENERAL), SUITABLY QUALIFIED APPLICANTS CAN CONTACT 34537761 OR ABIDHUSSAIN@GMAIL.COM: [302, 515, 396, 544]
- classified-ad: UNIVERSITY OF STRATHCLYDE INNOVATION RESEARCH AND EDUCATION W.L.L HAS A VACANCY FOR THE OCCUPATION OF MARKETING AND PUBLIC RELATIONS OFFICER, SUITABLY QUALIFIED APPLICANTS CAN CONTACT 39888145 OR LOUISE.MCKENNA@STRATH.AC.UK: [6, 790, 100, 830]
- classified-ad: CLASS COMPUTER W.L.L HAS A VACANCY FOR THE OCCUPATION OF COMPUTER TECHNICIAN, SUITABLY QUALIFIED APPLICANTS CAN CONTACT 17234574 OR CLASSCOMPUTEALL@GMAIL.COM: [400, 275, 495, 303]
- classified-ad: RAMRYAAN DIGITAL MARKETING W.L.L HAS A VACANCY FOR THE OCCUPATION OF OFFICE BOY / FARRASH, SUITABLY QUALIFIED APPLICANTS CAN CONTACT 37374493 OR RAMRYAAN90@GMAIL.COM: [6, 760, 100, 788]
- ad-divider: [6, 342, 100, 343]
- ad-divider: [203, 344, 297, 345]
- classified-ad: FRESCO CANDO HANDLING BAHRAIN PARTNERSHIP COMPANY HAS A VACANCY FOR THE OCCUPATION OF OFFICE WORKER HELPER, SUITABLY QUALIFIED APPLICANTS CAN CONTACT 34455510 OR GAZ2354@GMAIL.COM: [6, 101, 100, 134]
- classified-ad: ABDULGANI ALAFOO W.L.L HAS A VACANCY FOR THE OCCUPATION OF DRIVER(PERSONAL), SUITABLY QUALIFIED APPLICANTS CAN CONTACT 17694938 OR ALAFOO@BATELCO.COM.BH: [6, 369, 100, 397]
- classified-ad: BIG BEN MARKETING BAHRAIN PARTNERSHIP COMPANY HAS A VACANCY FOR THE OCCUPATION OF WORKER(SALES), SUITABLY QUALIFIED APPLICANTS CAN CONTACT 33667128 OR KWZOSTHARI@GMAIL.COM: [302, 582, 396, 616]
- classified-ad: MOHAMMED UMER PUBLIC RELATIONS W.L.L HAS A VACANCY FOR THE OCCUPATION OF PUBLIC RELATIONS CLERK, SUITABLY QUALIFIED APPLICANTS CAN CONTACT 33958625 OR UMER43@GMAIL.COM: [104, 300, 199, 328]
- ad-divider: [499, 385, 593, 386]
- ad-divider: [302, 452, 396, 453]
- classified-ad: AL ARAB ELECTRICAL WORKSHOP HAS A VACANCY FOR THE OCCUPATION OF BLACKSMITH, SUITABLY QUALIFIED APPLICANTS CAN CONTACT 36654680 OR ABUAMJAD23500@GMAIL.COM: [302, 839, 396, 867]
- classified-ad: MAGIC WAND CLEANING CO. W.L.L HAS A VACANCY FOR THE OCCUPATION OF CLEANER, SUITABLY QUALIFIED APPLICANTS CAN CONTACT 77345591 OR INFO@MAGICWANDCLEAN.COM: [6, 204, 100, 232]
- classified-ad: HIRE LINES EVENTS MANAGEMENT HAS A VACANCY FOR THE OCCUPATION OF TECHNICIAN, SUITABLY QUALIFIED APPLICANTS CAN CONTACT 39990774 OR LTG3@YAHOO.COM: [203, 141, 298, 169]
- ad-divider: [105, 176, 199, 177]
- classified-ad: HIRAMA BAZAR TRADING HAS A VACANCY FOR THE OCCUPATION OF WORKER(SALES), SUITABLY QUALIFIED APPLICANTS CAN CONTACT 33263484 OR MOHIUSABAN@GMAIL.COM: [203, 596, 298, 625]
- classified-ad: K24 AUTO SERVICE HAS A VACANCY FOR THE OCCUPATION OF RECEPTIONIST, SUITABLY QUALIFIED APPLICANTS CAN CONTACT 33909272 OR THAMASSHAHEN@GMAIL.COM: [104, 116, 199, 144]
- classified-ad: ROMEX TRADING HAS A VACANCY FOR THE OCCUPATION OF DRIVER, SUITABLY QUALIFIED APPLICANTS CAN CONTACT 33565581 OR ROMEX9@GMAIL.COM: [6, 343, 100, 366]
- ad-divider: [302, 514, 396, 515]
- classified-ad: M S D Y SERVICES W.L.L HAS A VACANCY FOR THE OCCUPATION OF WORKER(SALES), SUITABLY QUALIFIED APPLICANTS CAN CONTACT 34342889 OR MSDYSERVICES@GMAIL.COM: [302, 809, 396, 837]
- issue-date: SATURDAY, MAY 10, 2025: [24, 4, 102, 10]
- ad-divider: [302, 360, 396, 361]
- classified-ad: JARMECH COMPANY W.L.L HAS A VACANCY FOR THE OCCUPATION OF EQUIPMENTS MECHANIC, SUITABLY QUALIFIED APPLICANTS CAN CONTACT 17763300 OR JARMECH.BAHRAIN@JARMECH.NET: [302, 619, 396, 647]
- ad-divider: [499, 293, 593, 294]
- ad-divider: [203, 170, 297, 171]
- classified-ad: SLIDER STATION W.L.L HAS A VACANCY FOR THE OCCUPATION OF COOK(GENERAL), SUITABLY QUALIFIED APPLICANTS CAN CONTACT 37730502 OR KHUJAMESHOLDINGS.COM: [400, 644, 495, 672]
- ad-divider: [6, 789, 100, 790]
- classified-ad: CHARMAY CLEANING W.L.L HAS A VACANCY FOR THE OCCUPATION OF CLEANER (GENERAL), SUITABLY QUALIFIED APPLICANTS CAN CONTACT 17724178 OR INFO@CHARMAY.COM: [400, 767, 495, 795]
- classified-ad: SHADER SKILL FB HAS A VACANCY FOR THE OCCUPATION OF CASHIER, SUITABLY QUALIFIED APPLICANTS CAN CONTACT 38817626 OR GALDELSHARIL@GMAIL.COM: [302, 147, 396, 169]
- ad-divider: [401, 145, 495, 146]
- classified-ad: WIDE ZONE SERVICES CO W.L.L HAS A VACANCY FOR THE OCCUPATION OF WORKER(WRAPPING), SUITABLY QUALIFIED APPLICANTS CAN CONTACT 36713633 OR SOBBEKRMI@GMAIL.COM: [400, 675, 495, 703]
- ad-divider: [6, 593, 100, 594]
- classified-ad: ZESTFUL SERVICES HAS A VACANCY FOR THE OCCUPATION OF FOREMAN, SUITABLY QUALIFIED APPLICANTS CAN CONTACT 39903444 OR ZESTFUL30@GMAIL.COM: [302, 429, 396, 451]
- ad-divider: [105, 740, 199, 741]
- ad-divider: [203, 656, 297, 657]
- classified-ad: MECHANICAL CONTRACTING & SERVICES COMPANY W.L.L HAS A VACANCY FOR THE OCCUPATION OF PLUMBER, SUITABLY QUALIFIED APPLICANTS CAN CONTACT 38887888 OR MCS@MCSBAHRAIN.COM: [6, 564, 100, 592]
- ad-divider: [203, 595, 297, 596]
- banner-title: Classifieds: [6, 27, 208, 68]
- ad-divider: [6, 758, 100, 759]
